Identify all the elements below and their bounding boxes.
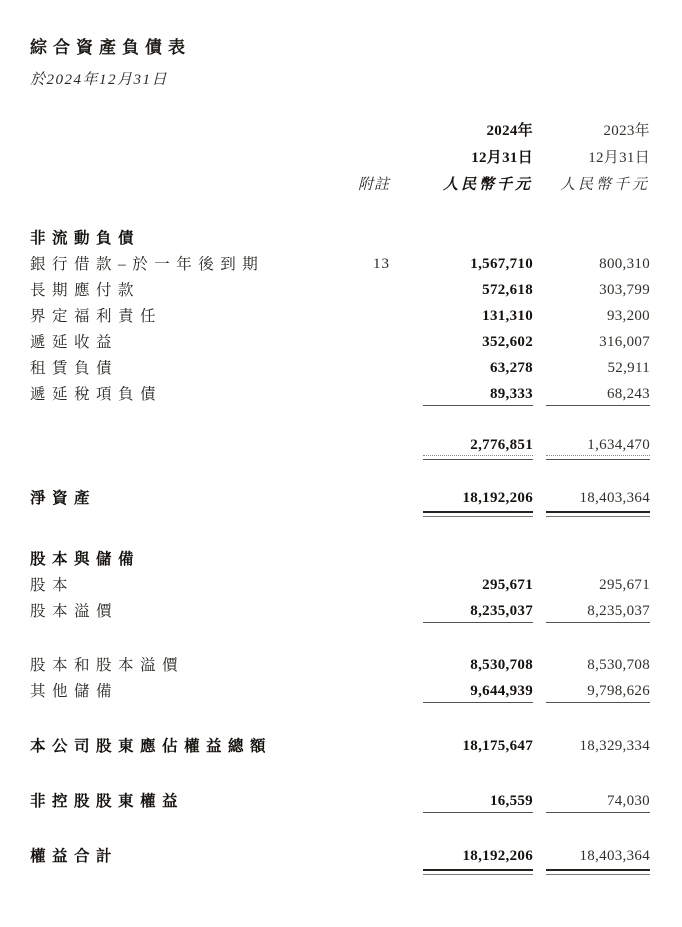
table-row [30,572,650,598]
column-header-2024-unit: 人民幣千元 [442,177,533,193]
balance-sheet-table [30,117,650,869]
page-title: 綜合資產負債表 [30,38,191,57]
table-row [30,303,650,329]
amount-2024: 18,192,206 [423,486,533,511]
row-label: 非控股股東權益 [30,793,185,810]
subtotal-row [30,432,650,458]
header-row-year [30,117,650,144]
amount-2023: 303,799 [599,282,650,298]
equity-attributable-row [30,733,650,759]
row-label: 遞延稅項負債 [30,386,163,403]
table-row [30,251,650,277]
amount-2024: 9,644,939 [423,679,533,704]
row-label: 其他儲備 [30,683,119,700]
row-label: 非流動負債 [30,230,141,247]
amount-2023: 295,671 [599,577,650,593]
amount-2023: 74,030 [546,789,650,814]
table-row [30,678,650,704]
row-label: 股本溢價 [30,603,119,620]
amount-2024: 63,278 [489,360,533,376]
section-header-non-current-liabilities [30,225,650,251]
amount-2023: 93,200 [606,308,650,324]
total-equity-row [30,843,650,869]
amount-2023: 18,403,364 [546,486,650,511]
row-label: 股本和股本溢價 [30,657,185,674]
row-label: 界定福利責任 [30,308,163,325]
net-assets-row [30,485,650,511]
table-row [30,381,650,407]
row-label: 遞延收益 [30,334,119,351]
amount-2024: 18,192,206 [423,844,533,869]
row-label: 長期應付款 [30,282,141,299]
row-label: 租賃負債 [30,360,119,377]
note-value: 13 [373,256,390,272]
amount-2023: 18,403,364 [546,844,650,869]
row-label: 本公司股東應佔權益總額 [30,738,273,755]
amount-2023: 800,310 [599,256,650,272]
statement-date: 於2024年12月31日 [30,72,169,88]
amount-2024: 2,776,851 [423,433,533,458]
amount-2024: 352,602 [482,334,533,350]
row-label: 淨資產 [30,490,97,507]
amount-2023: 8,530,708 [587,657,650,673]
amount-2023: 9,798,626 [546,679,650,704]
table-row [30,329,650,355]
row-label: 股本 [30,577,75,594]
section-header-capital-and-reserves [30,546,650,572]
amount-2024: 295,671 [482,577,533,593]
amount-2024: 18,175,647 [462,738,533,754]
row-label: 股本與儲備 [30,551,141,568]
table-row [30,598,650,624]
amount-2024: 131,310 [482,308,533,324]
amount-2023: 68,243 [546,382,650,407]
row-label: 權益合計 [30,848,119,865]
amount-2023: 1,634,470 [546,433,650,458]
note-column-header: 附註 [357,177,390,193]
amount-2023: 8,235,037 [546,599,650,624]
table-row [30,277,650,303]
column-header-2023-year: 2023年 [603,123,650,139]
amount-2024: 572,618 [482,282,533,298]
header-row-unit [30,171,650,198]
column-header-2023-unit: 人民幣千元 [559,177,650,193]
column-header-2024-year: 2024年 [486,123,533,139]
amount-2023: 316,007 [599,334,650,350]
column-header-2024-date: 12月31日 [471,150,533,166]
amount-2024: 8,530,708 [470,657,533,673]
amount-2024: 1,567,710 [470,256,533,272]
non-controlling-interests-row [30,788,650,814]
header-row-date [30,144,650,171]
amount-2023: 18,329,334 [579,738,650,754]
table-row [30,355,650,381]
amount-2024: 89,333 [423,382,533,407]
amount-2023: 52,911 [607,360,650,376]
column-header-2023-date: 12月31日 [588,150,650,166]
row-label: 銀行借款–於一年後到期 [30,256,265,273]
table-row [30,652,650,678]
amount-2024: 8,235,037 [423,599,533,624]
amount-2024: 16,559 [423,789,533,814]
